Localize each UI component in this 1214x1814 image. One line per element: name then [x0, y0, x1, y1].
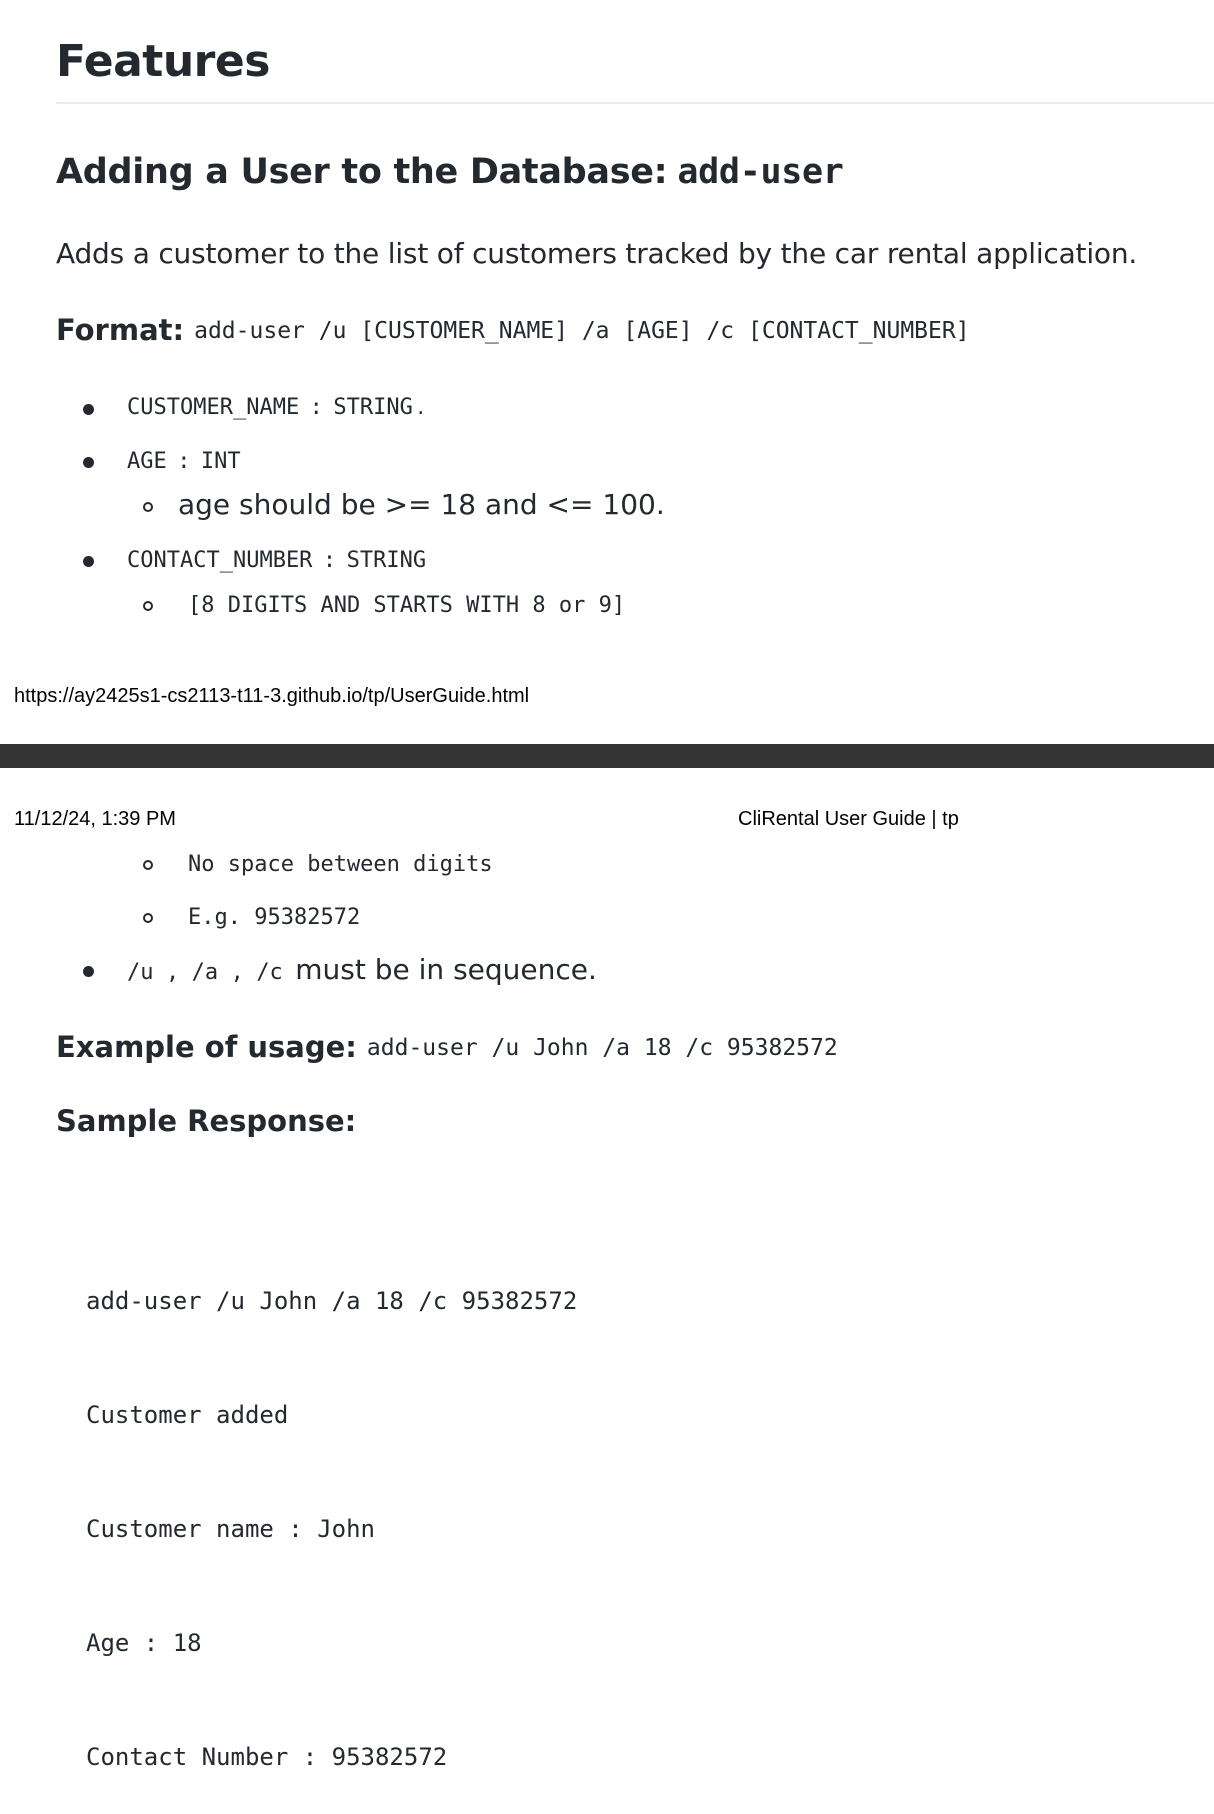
flag-u: /u	[127, 960, 154, 985]
comma: ,	[230, 960, 244, 985]
sub-bullet-circle	[143, 601, 153, 611]
section-title-text: Adding a User to the Database:	[56, 152, 668, 192]
example-line	[56, 1030, 838, 1064]
sub-bullet-circle	[143, 502, 153, 512]
section-title	[56, 152, 844, 192]
format-syntax: add-user /u [CUSTOMER_NAME] /a [AGE] /c [CONTACT_NUMBER]	[194, 318, 970, 344]
param-type: STRING	[333, 395, 413, 420]
bullet-dot	[83, 457, 94, 468]
param-name: AGE	[127, 449, 167, 474]
example-command: add-user /u John /a 18 /c 95382572	[366, 1035, 838, 1061]
param-sep: :	[309, 395, 323, 420]
param-customer-name	[127, 395, 424, 420]
example-label: Example of usage:	[56, 1030, 357, 1064]
param-type: STRING	[346, 548, 427, 573]
bullet-dot	[83, 966, 94, 977]
param-contact-note	[188, 905, 360, 930]
print-title: CliRental User Guide | tp	[738, 808, 959, 830]
param-end: .	[417, 395, 425, 420]
section-command: add-user	[677, 152, 844, 192]
section-description: Adds a customer to the list of customers tracked by the car rental application.	[56, 237, 1138, 270]
param-sep: :	[322, 548, 337, 573]
format-line	[56, 313, 970, 347]
response-line: add-user /u John /a 18 /c 95382572	[86, 1287, 578, 1315]
param-name: CUSTOMER_NAME	[127, 395, 300, 420]
param-age	[127, 449, 241, 474]
flag-c: /c	[256, 960, 283, 985]
param-sep: :	[177, 449, 191, 474]
bullet-dot	[83, 556, 94, 567]
param-contact-note	[188, 593, 625, 618]
note-text: age should be >= 18 and <= 100.	[178, 488, 665, 521]
param-type: INT	[200, 449, 241, 474]
comma: ,	[165, 960, 180, 985]
response-line: Customer added	[86, 1401, 289, 1429]
note-text: E.g. 95382572	[188, 905, 361, 930]
heading-divider	[56, 102, 1214, 104]
format-label: Format:	[56, 313, 185, 347]
response-line: Age : 18	[86, 1629, 202, 1657]
sub-bullet-circle	[143, 913, 153, 923]
note-text: [8 DIGITS AND STARTS WITH 8 or 9]	[188, 593, 626, 618]
sample-response-label: Sample Response:	[56, 1104, 357, 1138]
sequence-note	[127, 953, 597, 986]
sub-bullet-circle	[143, 860, 153, 870]
response-line: Customer name : John	[86, 1515, 375, 1543]
note-text: No space between digits	[188, 852, 493, 877]
response-line: Contact Number : 95382572	[86, 1743, 448, 1771]
param-contact-note	[188, 852, 493, 877]
print-url: https://ay2425s1-cs2113-t11-3.github.io/tp/UserGuide.html	[14, 685, 530, 707]
flag-a: /a	[191, 960, 219, 985]
param-contact	[127, 548, 426, 573]
page-heading: Features	[56, 36, 270, 87]
page-break	[0, 744, 1214, 768]
sample-response-block	[86, 1206, 577, 1814]
param-name: CONTACT_NUMBER	[127, 548, 313, 573]
bullet-dot	[83, 404, 94, 415]
param-age-note	[178, 488, 665, 521]
print-date: 11/12/24, 1:39 PM	[14, 808, 176, 830]
sequence-text: must be in sequence.	[295, 953, 597, 986]
